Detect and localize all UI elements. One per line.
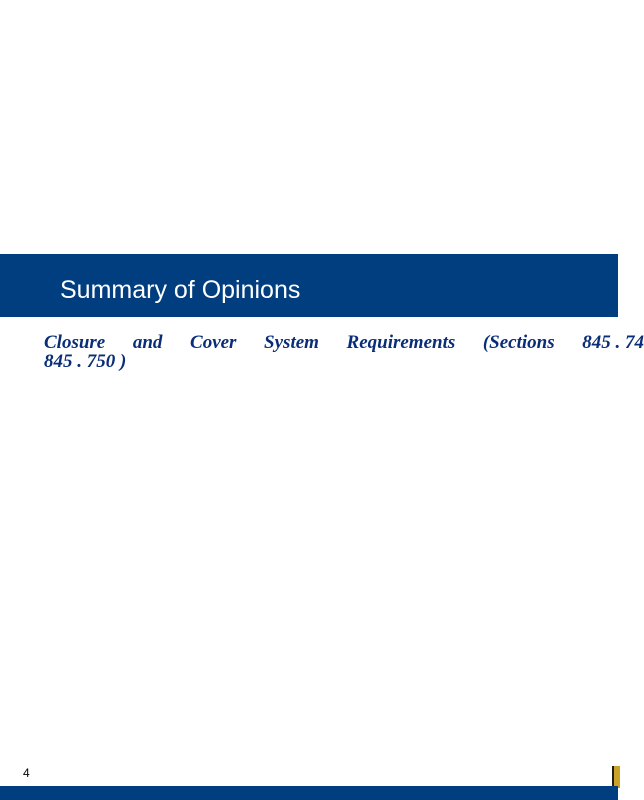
page-number: 4 [23,766,30,780]
subheading-line-2: 845 . 750 ) [44,351,127,372]
subheading-word: System [264,332,319,353]
subheading-line-1 [44,333,644,352]
subheading-word: Closure [44,332,106,353]
subheading-word: (Sections [482,332,555,353]
slide-title: Summary of Opinions [60,276,301,304]
subheading-word: and [132,332,163,353]
section-subheading [44,332,644,372]
subheading-word: Requirements [346,332,456,353]
subheading-word: Cover [190,332,237,353]
corner-logo-mark [612,766,620,788]
footer-bar [0,786,618,800]
subheading-word: 845 . 74 [582,332,644,353]
